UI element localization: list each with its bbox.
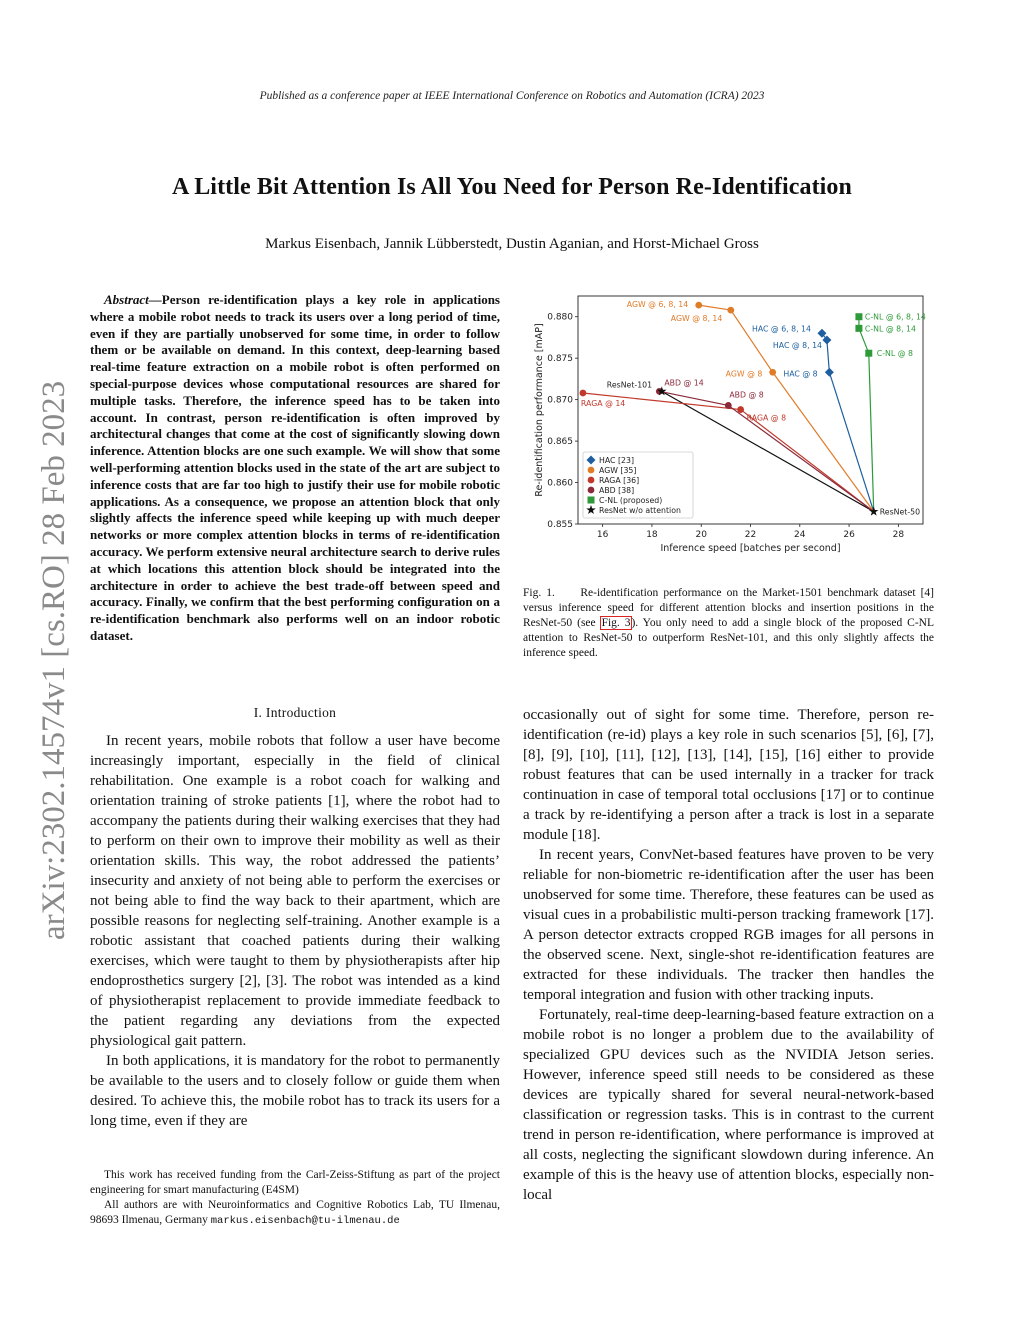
y-tick-label: 0.865: [547, 437, 573, 448]
data-point: [855, 325, 862, 332]
paragraph: In recent years, mobile robots that follow a user have become increasingly important, especially in the field of clinical rehabilitation. One example is a robot coach for walking and orientation training of stroke patients [1], where the robot had to accompany the patients during their walking exercises that they had to perform on their own to improve their mobility as well as their orientation skills. This way, the robot addressed the patients’ insecurity and anxiety of not being able to perform the exercises or not being able to find the way back to their apartment, which are possible reasons for neglecting self-training. Another example is a robotic assistant that coached patients during their walking exercises, which were taught to them by physiotherapists after hip endoprosthetics surgery [2], [3]. The robot was intended as a kind of physiotherapist replacement to provide immediate feedback to the patient regarding any deviations from the expected physiological gait pattern.: [90, 733, 500, 1049]
paragraph: In both applications, it is mandatory for the robot to permanently be available to the users and to closely follow or guide them when desired. To achieve this, the mobile robot has to track its users for a long time, even if they are: [90, 1053, 500, 1129]
abstract-lead: Abstract—: [104, 292, 162, 307]
intro-left-column: [90, 731, 500, 1131]
scatter-chart: [523, 292, 934, 562]
funding-note: This work has received funding from the Carl-Zeiss-Stiftung as part of the project engineering for smart manufacturing (E4SM): [90, 1169, 500, 1196]
data-point: [769, 369, 776, 376]
x-axis-label: Inference speed [batches per second]: [660, 543, 841, 554]
arxiv-identifier: arXiv:2302.14574v1 [cs.RO] 28 Feb 2023: [36, 380, 72, 940]
paragraph: occasionally out of sight for some time. Therefore, person re-identification (re-id) plays a key role in such scenarios [5], [6], [7], [8], [9], [10], [11], [12], [13], [14], [15], [16] either to provide robust features that can be used internally in a tracker for track continuation in case of temporal total occlusions [17] or to continue a track by re-identifying a person after a track is lost in a separate module [18].: [523, 707, 934, 843]
legend-marker: [588, 477, 595, 484]
data-point-label: HAC @ 6, 8, 14: [751, 324, 811, 334]
affiliation-text: All authors are with Neuroinformatics and Cognitive Robotics Lab, TU Ilmenau, 98693 Ilmenau, Germany: [90, 1199, 500, 1226]
legend-marker: [588, 467, 595, 474]
paragraph: In recent years, ConvNet-based features have proven to be very reliable for non-biometric re-identification after the user has been unobserved for some time. Therefore, these features can be used as visual cues in a probabilistic multi-person tracking framework [17]. A person detector extracts cropped RGB images for all persons in the observed scene. Next, single-shot re-identification features are extracted for these individuals. The tracker then handles the temporal integration and fusion with other tracking inputs.: [523, 847, 934, 1003]
affiliation-note: [90, 1198, 500, 1229]
y-tick-label: 0.855: [547, 520, 573, 530]
paragraph: Fortunately, real-time deep-learning-based feature extraction on a mobile robot is no longer a problem due to the availability of specialized GPU devices such as the NVIDIA Jetson series. However, inference speed still needs to be considered as these devices are typically shared for several neural-network-based classification or regression tasks. This is in contrast to the current trend in person re-identification, where performance is improved at all costs, neglecting the significant slowdown during inference. An example of this is the heavy use of attention blocks, especially non-local: [523, 1007, 934, 1203]
data-point-label: ABD @ 8: [729, 390, 764, 400]
abstract-text: Person re-identification plays a key role in applications where a mobile robot needs to track its users over a long period of time, even if they are partially unobserved for some time, in order to follow them or be available on demand. In this context, deep-learning based real-time feature extraction on a mobile robot is often performed on special-purpose devices whose computational resources are shared for multiple tasks. Therefore, the inference speed has to be taken into account. In contrast, person re-identification is often improved by architectural changes that come at the cost of significantly slowing down inference. Attention blocks are one such example. We will show that some well-performing attention blocks used in the state of the art are subject to inference costs that are far too high to justify their use for mobile robotic applications. As a consequence, we propose an attention block that only slightly affects the inference speed while keeping up with much deeper networks or more complex attention blocks in terms of re-identification accuracy. We perform extensive neural architecture search to derive rules at which locations this attention block should be integrated into the architecture in order to achieve the best trade-off between speed and accuracy. Finally, we confirm that the best performing configuration on a re-identification benchmark also performs well on an indoor robotic dataset.: [90, 292, 500, 643]
x-tick-label: 26: [843, 530, 855, 540]
section-heading-introduction: I. Introduction: [253, 705, 337, 720]
paper-title: A Little Bit Attention Is All You Need for Person Re-Identification: [171, 174, 852, 200]
legend-marker: [588, 487, 595, 494]
intro-right-column: [523, 705, 934, 1205]
data-point-label: ABD @ 14: [664, 378, 704, 388]
caption-prefix: Fig. 1.: [523, 587, 555, 599]
author-list: Markus Eisenbach, Jannik Lübberstedt, Dustin Aganian, and Horst-Michael Gross: [265, 236, 759, 252]
y-tick-label: 0.870: [547, 395, 573, 406]
x-tick-label: 18: [646, 530, 658, 540]
baseline-label: ResNet-101: [606, 380, 653, 390]
figure-reference-link[interactable]: Fig. 3: [601, 617, 631, 629]
legend-label: HAC [23]: [599, 456, 634, 465]
legend-marker: [588, 497, 595, 504]
caption-text-end: ). You only need to add a single block of the proposed C-NL attention to ResNet-50 to outperform ResNet-101, and this only slightly affects the inference speed.: [523, 617, 934, 659]
x-tick-label: 22: [744, 530, 757, 540]
data-point: [737, 406, 744, 413]
conference-note: Published as a conference paper at IEEE International Conference on Robotics and Automation (ICRA) 2023: [259, 90, 765, 102]
abstract: [90, 292, 500, 645]
y-tick-label: 0.880: [547, 312, 573, 323]
data-point-label: C-NL @ 8, 14: [864, 324, 916, 334]
data-point: [580, 390, 587, 397]
legend-label: AGW [35]: [599, 466, 637, 475]
data-point-label: C-NL @ 6, 8, 14: [864, 312, 926, 322]
data-point-label: AGW @ 6, 8, 14: [626, 300, 689, 310]
legend-label: ABD [38]: [599, 486, 635, 495]
y-axis-label: Re-identification performance [mAP]: [534, 323, 545, 497]
caption-text: Re-identification performance on the Market-1501 benchmark dataset [4] versus inference speed for different attention blocks and insertion positions in the ResNet-50 (see: [523, 587, 935, 629]
x-tick-label: 24: [794, 530, 806, 540]
y-tick-label: 0.860: [547, 478, 573, 489]
legend-label: ResNet w/o attention: [599, 506, 681, 515]
data-point: [725, 402, 732, 409]
data-point: [727, 307, 734, 314]
data-point-label: HAC @ 8, 14: [772, 340, 823, 350]
y-tick-label: 0.875: [547, 354, 573, 365]
data-point-label: AGW @ 8: [725, 369, 763, 379]
x-tick-label: 16: [596, 530, 609, 540]
data-point-label: RAGA @ 8: [746, 413, 787, 423]
data-point-label: C-NL @ 8: [876, 349, 913, 359]
legend-label: C-NL (proposed): [599, 496, 663, 505]
data-point: [695, 302, 702, 309]
figure-caption: [523, 586, 934, 661]
author-email: markus.eisenbach@tu-ilmenau.de: [210, 1215, 400, 1227]
data-point-label: AGW @ 8, 14: [670, 314, 723, 324]
figure-1: [523, 292, 934, 562]
data-point-label: HAC @ 8: [783, 369, 818, 379]
footnote: [90, 1168, 500, 1229]
data-point-label: RAGA @ 14: [580, 399, 626, 409]
legend-label: RAGA [36]: [599, 476, 640, 485]
x-tick-label: 28: [892, 530, 905, 540]
data-point: [855, 313, 862, 320]
baseline-label: ResNet-50: [879, 507, 921, 517]
x-tick-label: 20: [695, 530, 707, 540]
data-point: [865, 350, 872, 357]
